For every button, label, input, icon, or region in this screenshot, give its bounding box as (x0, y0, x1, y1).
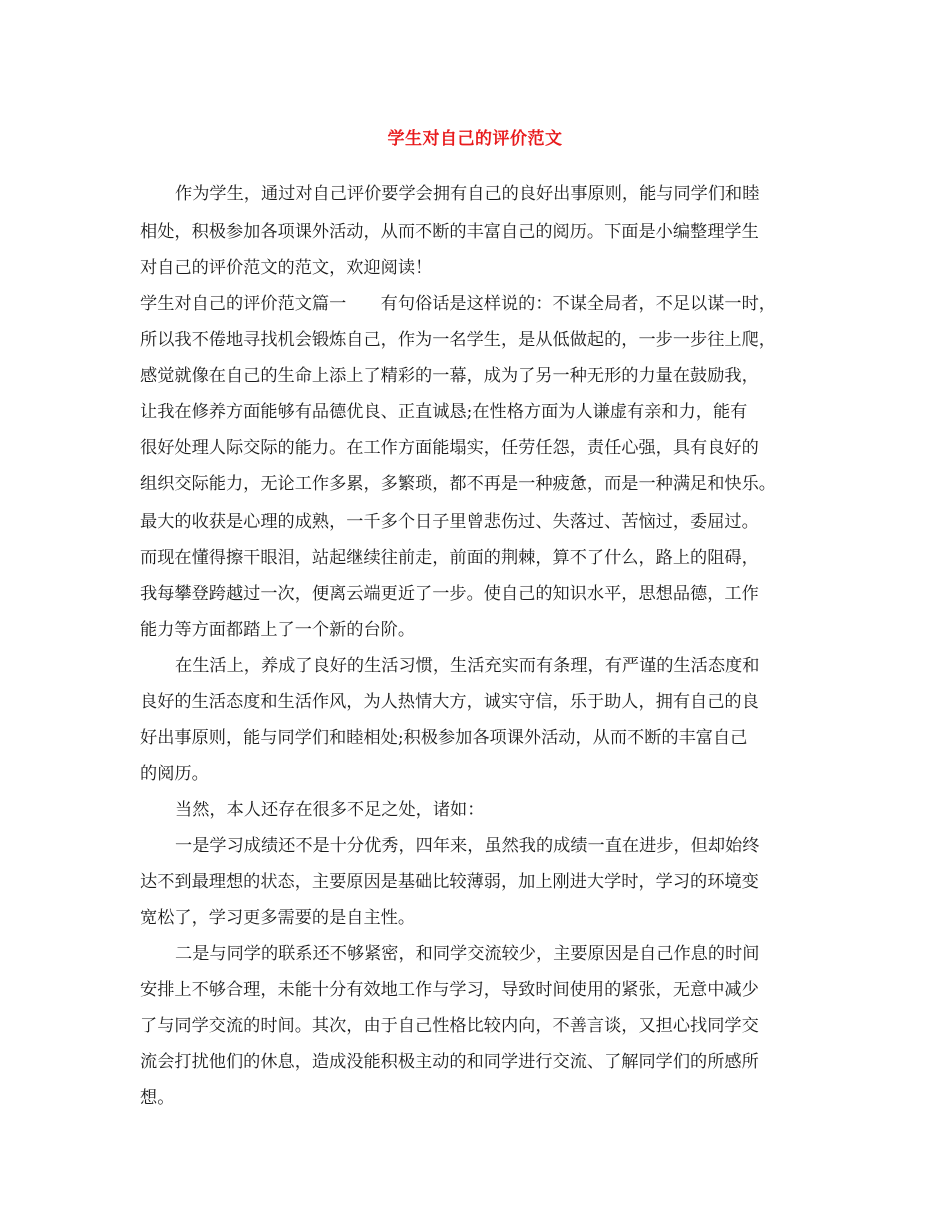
text-line: 良好的生活态度和生活作风，为人热情大方，诚实守信，乐于助人，拥有自己的良 (140, 692, 759, 712)
text-line: 而现在懂得擦干眼泪，站起继续往前走，前面的荆棘，算不了什么，路上的阻碍， (140, 548, 759, 568)
text-line: 好出事原则，能与同学们和睦相处;积极参加各项课外活动，从而不断的丰富自己 (140, 728, 748, 748)
text-line: 感觉就像在自己的生命上添上了精彩的一幕，成为了另一种无形的力量在鼓励我， (140, 366, 759, 386)
text-line: 作为学生，通过对自己评价要学会拥有自己的良好出事原则，能与同学们和睦 (175, 184, 760, 204)
text-line: 我每攀登跨越过一次，便离云端更近了一步。使自己的知识水平，思想品德，工作 (140, 584, 759, 604)
text-line: 能力等方面都踏上了一个新的台阶。 (140, 620, 416, 640)
text-line: 在生活上，养成了良好的生活习惯，生活充实而有条理，有严谨的生活态度和 (175, 656, 760, 676)
text-line: 当然，本人还存在很多不足之处，诸如： (175, 800, 485, 820)
text-line: 达不到最理想的状态，主要原因是基础比较薄弱，加上刚进大学时，学习的环境变 (140, 872, 759, 892)
text-line: 二是与同学的联系还不够紧密，和同学交流较少，主要原因是自己作息的时间 (175, 944, 760, 964)
text-line: 想。 (140, 1088, 175, 1108)
text-line: 学生对自己的评价范文篇一 有句俗话是这样说的：不谋全局者，不足以谋一时， (140, 294, 776, 314)
text-line: 的阅历。 (140, 764, 209, 784)
text-line: 流会打扰他们的休息，造成没能积极主动的和同学进行交流、了解同学们的所感所 (140, 1052, 759, 1072)
document-title: 学生对自己的评价范文 (387, 129, 563, 149)
text-line: 对自己的评价范文的范文，欢迎阅读！ (140, 258, 433, 278)
text-line: 了与同学交流的时间。其次，由于自己性格比较内向，不善言谈，又担心找同学交 (140, 1016, 759, 1036)
text-line: 所以我不倦地寻找机会锻炼自己，作为一名学生，是从低做起的，一步一步往上爬， (140, 330, 776, 350)
text-line: 安排上不够合理，未能十分有效地工作与学习，导致时间使用的紧张，无意中减少 (140, 980, 759, 1000)
text-line: 一是学习成绩还不是十分优秀，四年来，虽然我的成绩一直在进步，但却始终 (175, 836, 760, 856)
text-line: 最大的收获是心理的成熟，一千多个日子里曾悲伤过、失落过、苦恼过，委屈过。 (140, 512, 759, 532)
text-line: 让我在修养方面能够有品德优良、正直诚恳;在性格方面为人谦虚有亲和力，能有 (140, 402, 748, 422)
text-line: 组织交际能力，无论工作多累，多繁琐，都不再是一种疲惫，而是一种满足和快乐。 (140, 474, 776, 494)
text-line: 相处，积极参加各项课外活动，从而不断的丰富自己的阅历。下面是小编整理学生 (140, 222, 759, 242)
text-line: 很好处理人际交际的能力。在工作方面能塌实，任劳任怨，责任心强，具有良好的 (140, 438, 759, 458)
text-line: 宽松了，学习更多需要的是自主性。 (140, 908, 416, 928)
